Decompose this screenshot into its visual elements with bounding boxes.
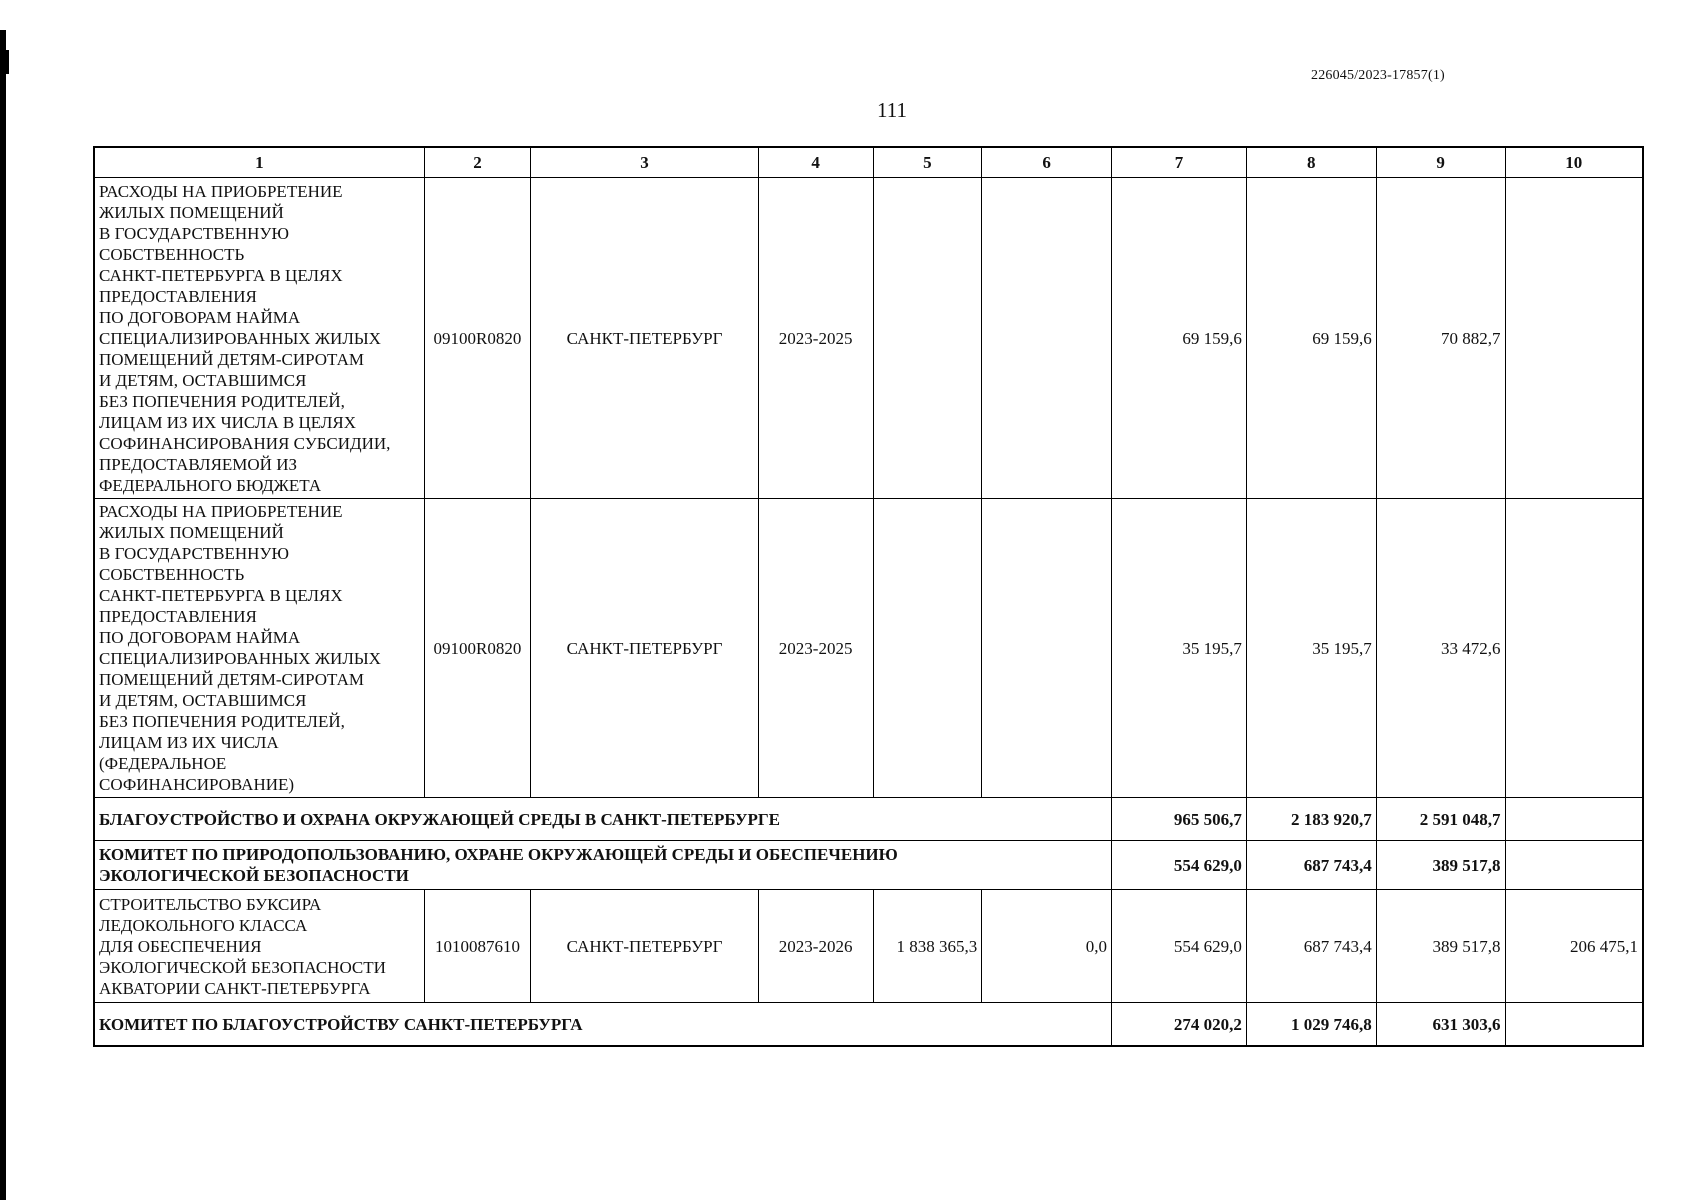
page-number: 111 (877, 98, 907, 122)
document-id: 226045/2023-17857(1) (1311, 68, 1445, 83)
value-col-7: 554 629,0 (1112, 890, 1247, 1003)
value-col-10 (1505, 1003, 1643, 1047)
column-header: 8 (1246, 147, 1376, 178)
value-col-9: 631 303,6 (1376, 1003, 1505, 1047)
section-total-row (94, 798, 1643, 841)
column-header: 4 (758, 147, 873, 178)
value-col-5 (873, 499, 982, 798)
value-col-8: 35 195,7 (1246, 499, 1376, 798)
value-col-10 (1505, 841, 1643, 890)
value-col-9: 33 472,6 (1376, 499, 1505, 798)
expense-name: РАСХОДЫ НА ПРИОБРЕТЕНИЕ ЖИЛЫХ ПОМЕЩЕНИЙ В ГОСУДАРСТВЕННУЮ СОБСТВЕННОСТЬ САНКТ-ПЕТЕРБУРГА В ЦЕЛЯХ ПРЕДОСТАВЛЕНИЯ ПО ДОГОВОРАМ НАЙМА СПЕЦИАЛИЗИРОВАННЫХ ЖИЛЫХ ПОМЕЩЕНИЙ ДЕТЯМ-СИРОТАМ И ДЕТЯМ, ОСТАВШИМСЯ БЕЗ ПОПЕЧЕНИЯ РОДИТЕЛЕЙ, ЛИЦАМ ИЗ ИХ ЧИСЛА В ЦЕЛЯХ СОФИНАНСИРОВАНИЯ СУБСИДИИ, ПРЕДОСТАВЛЯЕМОЙ ИЗ ФЕДЕРАЛЬНОГО БЮДЖЕТА (94, 178, 424, 499)
table-row (94, 499, 1643, 798)
column-header: 3 (531, 147, 758, 178)
period: 2023-2025 (758, 499, 873, 798)
value-col-9: 389 517,8 (1376, 841, 1505, 890)
expense-name: РАСХОДЫ НА ПРИОБРЕТЕНИЕ ЖИЛЫХ ПОМЕЩЕНИЙ В ГОСУДАРСТВЕННУЮ СОБСТВЕННОСТЬ САНКТ-ПЕТЕРБУРГА В ЦЕЛЯХ ПРЕДОСТАВЛЕНИЯ ПО ДОГОВОРАМ НАЙМА СПЕЦИАЛИЗИРОВАННЫХ ЖИЛЫХ ПОМЕЩЕНИЙ ДЕТЯМ-СИРОТАМ И ДЕТЯМ, ОСТАВШИМСЯ БЕЗ ПОПЕЧЕНИЯ РОДИТЕЛЕЙ, ЛИЦАМ ИЗ ИХ ЧИСЛА (ФЕДЕРАЛЬНОЕ СОФИНАНСИРОВАНИЕ) (94, 499, 424, 798)
value-col-10 (1505, 798, 1643, 841)
column-header: 5 (873, 147, 982, 178)
value-col-8: 1 029 746,8 (1246, 1003, 1376, 1047)
value-col-6 (982, 499, 1112, 798)
column-header: 7 (1112, 147, 1247, 178)
committee-total-row (94, 1003, 1643, 1047)
period: 2023-2026 (758, 890, 873, 1003)
location: САНКТ-ПЕТЕРБУРГ (531, 178, 758, 499)
value-col-8: 687 743,4 (1246, 890, 1376, 1003)
value-col-7: 965 506,7 (1112, 798, 1247, 841)
value-col-7: 554 629,0 (1112, 841, 1247, 890)
value-col-8: 69 159,6 (1246, 178, 1376, 499)
value-col-10: 206 475,1 (1505, 890, 1643, 1003)
column-header: 2 (424, 147, 531, 178)
location: САНКТ-ПЕТЕРБУРГ (531, 499, 758, 798)
section-title: БЛАГОУСТРОЙСТВО И ОХРАНА ОКРУЖАЮЩЕЙ СРЕДЫ В САНКТ-ПЕТЕРБУРГЕ (94, 798, 1112, 841)
period: 2023-2025 (758, 178, 873, 499)
scan-edge-mark (6, 50, 9, 74)
column-number-row (94, 147, 1643, 178)
budget-code: 09100R0820 (424, 499, 531, 798)
value-col-10 (1505, 499, 1643, 798)
column-header: 9 (1376, 147, 1505, 178)
value-col-8: 2 183 920,7 (1246, 798, 1376, 841)
column-header: 10 (1505, 147, 1643, 178)
value-col-7: 69 159,6 (1112, 178, 1247, 499)
committee-title: КОМИТЕТ ПО БЛАГОУСТРОЙСТВУ САНКТ-ПЕТЕРБУРГА (94, 1003, 1112, 1047)
value-col-5: 1 838 365,3 (873, 890, 982, 1003)
value-col-9: 389 517,8 (1376, 890, 1505, 1003)
value-col-7: 35 195,7 (1112, 499, 1247, 798)
value-col-9: 70 882,7 (1376, 178, 1505, 499)
value-col-5 (873, 178, 982, 499)
value-col-6: 0,0 (982, 890, 1112, 1003)
scan-edge (0, 30, 6, 1200)
location: САНКТ-ПЕТЕРБУРГ (531, 890, 758, 1003)
column-header: 1 (94, 147, 424, 178)
expense-name: СТРОИТЕЛЬСТВО БУКСИРА ЛЕДОКОЛЬНОГО КЛАССА ДЛЯ ОБЕСПЕЧЕНИЯ ЭКОЛОГИЧЕСКОЙ БЕЗОПАСНОСТИ АКВАТОРИИ САНКТ-ПЕТЕРБУРГА (94, 890, 424, 1003)
table-row (94, 178, 1643, 499)
budget-code: 09100R0820 (424, 178, 531, 499)
committee-title: КОМИТЕТ ПО ПРИРОДОПОЛЬЗОВАНИЮ, ОХРАНЕ ОКРУЖАЮЩЕЙ СРЕДЫ И ОБЕСПЕЧЕНИЮ ЭКОЛОГИЧЕСКОЙ БЕЗОПАСНОСТИ (94, 841, 1112, 890)
committee-total-row (94, 841, 1643, 890)
table-row (94, 890, 1643, 1003)
column-header: 6 (982, 147, 1112, 178)
value-col-7: 274 020,2 (1112, 1003, 1247, 1047)
value-col-6 (982, 178, 1112, 499)
value-col-8: 687 743,4 (1246, 841, 1376, 890)
value-col-10 (1505, 178, 1643, 499)
budget-table (93, 146, 1644, 1047)
budget-code: 1010087610 (424, 890, 531, 1003)
value-col-9: 2 591 048,7 (1376, 798, 1505, 841)
